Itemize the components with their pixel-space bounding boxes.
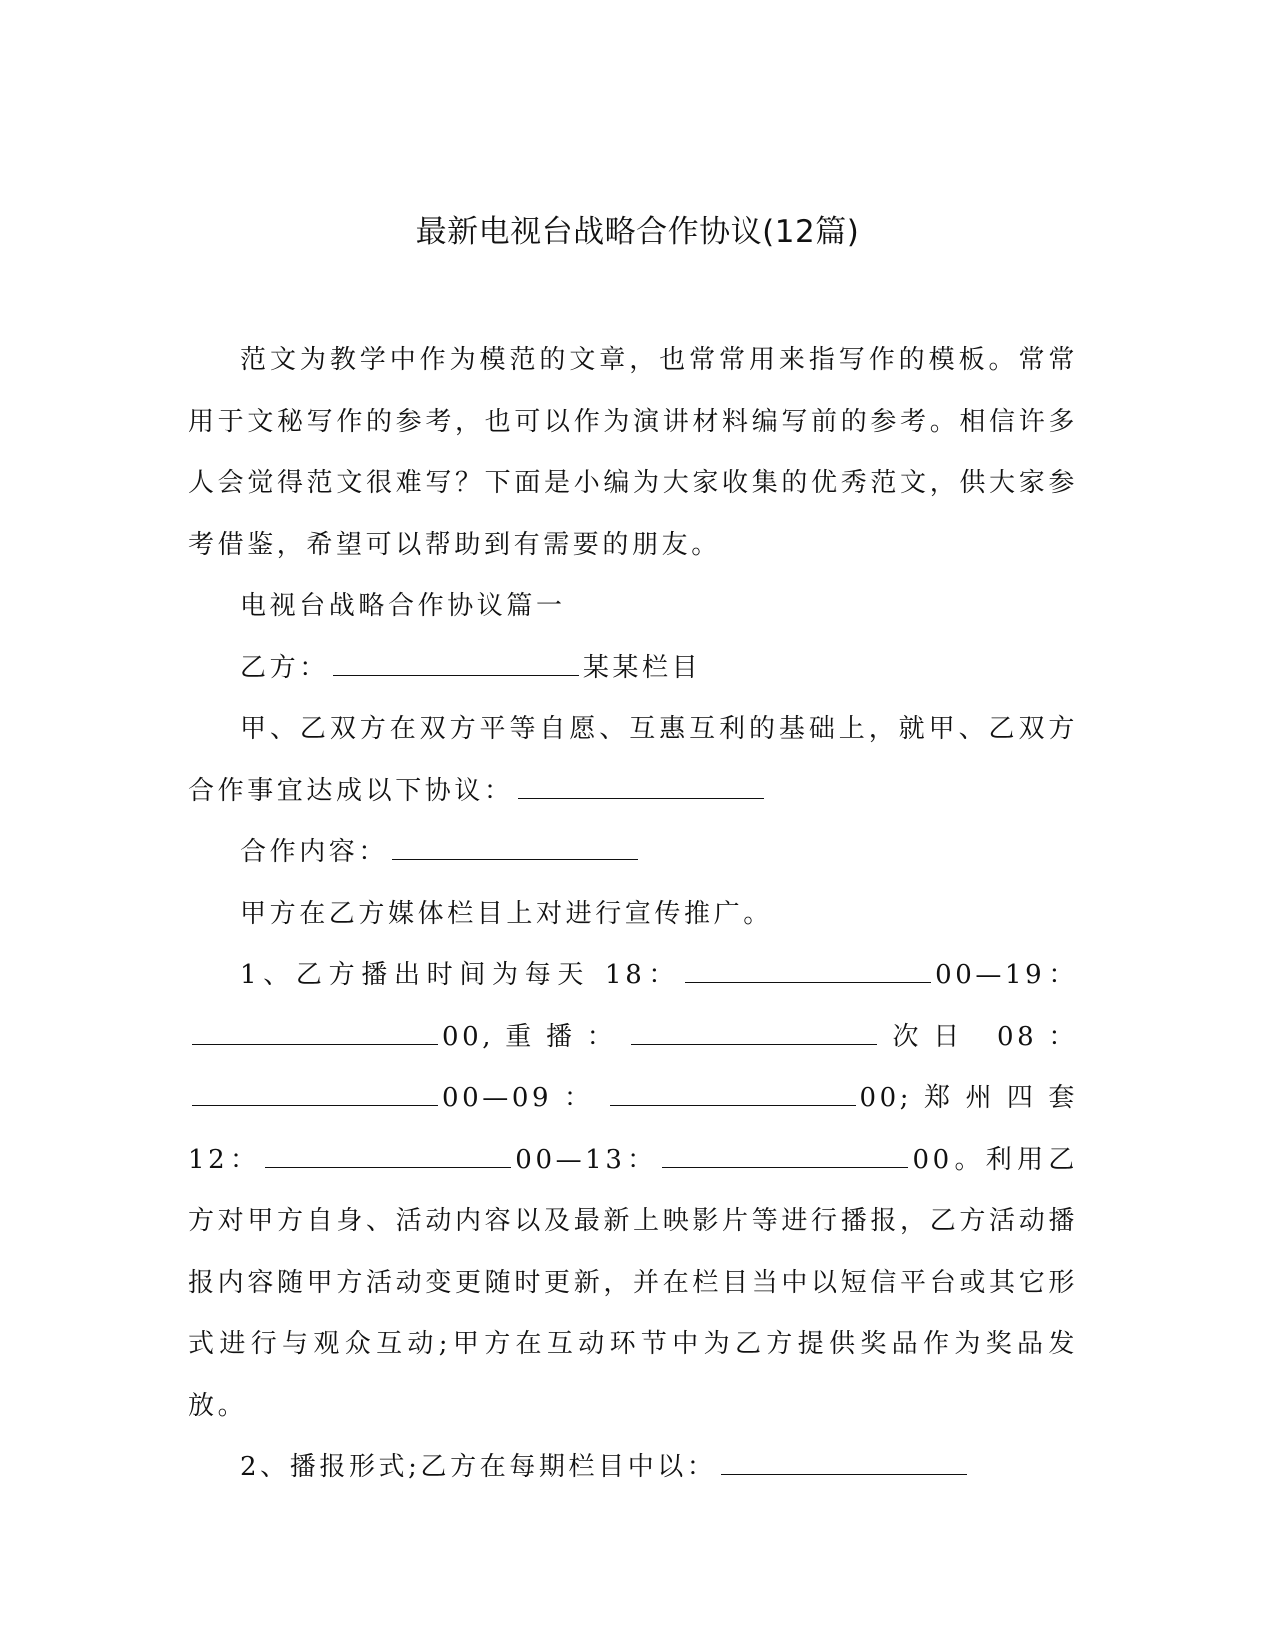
item-2-text: 2、播报形式;乙方在每期栏目中以： (240, 1452, 717, 1482)
fill-blank (518, 774, 764, 799)
agreement-text: 甲、乙双方在双方平等自愿、互惠互利的基础上，就甲、乙双方合作事宜达成以下协议： (188, 714, 1078, 806)
content-line (188, 822, 1078, 884)
party-b-label: 乙方： (240, 652, 329, 683)
fill-blank (333, 651, 579, 676)
agreement-paragraph (188, 699, 1078, 822)
section-heading-1: 电视台战略合作协议篇一 (240, 591, 566, 621)
item-1-text-f: 00;郑州四套 12： (188, 1083, 1078, 1175)
item-1-text-h: 00。利用乙方对甲方自身、活动内容以及最新上映影片等进行播报，乙方活动播报内容随甲方活动变更随时更新，并在栏目当中以短信平台或其它形式进行与观众互动;甲方在互动环节中为乙方提供奖品作为奖品发放。 (188, 1144, 1078, 1421)
fill-blank (662, 1143, 908, 1168)
fill-blank (631, 1020, 877, 1045)
item-1-text-g: 00—13： (515, 1144, 659, 1175)
fill-blank (392, 835, 638, 860)
document-title: 最新电视台战略合作协议(12篇) (415, 214, 860, 250)
item-1-text-b: 00—19： (935, 960, 1078, 990)
item-1-text-c: 00,重播： (442, 1021, 628, 1052)
fill-blank (192, 1081, 438, 1106)
item-2-paragraph (188, 1437, 1078, 1499)
party-b-line (188, 638, 1078, 700)
fill-blank (265, 1143, 511, 1168)
document-body (188, 330, 1078, 1499)
fill-blank (192, 1020, 438, 1045)
content-label: 合作内容： (240, 837, 389, 867)
fill-blank (610, 1081, 856, 1106)
fill-blank (721, 1450, 967, 1475)
item-1-text-d: 次日 08： (881, 1021, 1078, 1052)
intro-paragraph: 范文为教学中作为模范的文章，也常常用来指写作的模板。常常用于文秘写作的参考，也可以作为演讲材料编写前的参考。相信许多人会觉得范文很难写？下面是小编为大家收集的优秀范文，供大家参考借鉴，希望可以帮助到有需要的朋友。 (188, 345, 1078, 560)
item-1-text-a: 1、乙方播出时间为每天 18： (240, 960, 682, 990)
fill-blank (685, 958, 931, 983)
party-b-suffix: 某某栏目 (582, 652, 702, 683)
item-1-text-e: 00—09： (442, 1083, 606, 1113)
item-1-paragraph (188, 945, 1078, 1437)
promotion-paragraph: 甲方在乙方媒体栏目上对进行宣传推广。 (240, 898, 773, 929)
